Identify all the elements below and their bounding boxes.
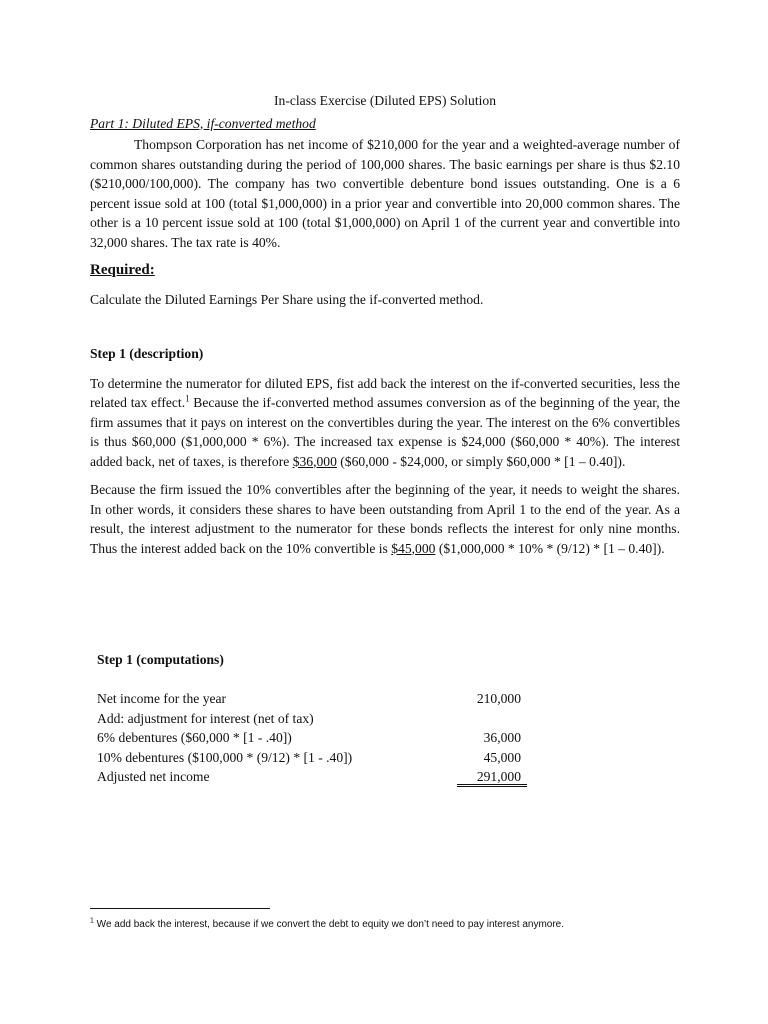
adjusted-net-income-amount: 291,000 [457,767,527,787]
computation-amount: 45,000 [483,749,521,765]
interest-6pct-highlight: $36,000 [292,453,337,469]
computation-amount: 210,000 [476,691,521,706]
part1-heading: Part 1: Diluted EPS, if-converted method [90,115,316,131]
step1-paragraph-2 [90,480,680,558]
required-text: Calculate the Diluted Earnings Per Share using the if-converted method. [90,291,484,307]
footnote-marker: 1 [90,917,94,925]
computation-label: Net income for the year [97,691,227,706]
footnote [90,915,564,935]
step1-paragraph-1 [90,374,680,472]
step1-p1-text-b: Because the if-converted method assumes conversion as of the beginning of the year, the firm assumes that it pays on interest on the convertibles during the year. The interest on the 6% convertibles is thus $60,000 ($1,000,000 * 6%). The increased tax expense is $24,000 ($60,000 * 40%). The interest added back, net of taxes, is therefore [90,395,680,469]
computation-label: Adjusted net income [97,769,210,784]
step1-p1-text-a: To determine the numerator for diluted EPS, fist add back the interest on the if-converted securities, less the related tax effect. [90,375,680,410]
footnote-divider [90,908,270,909]
interest-10pct-highlight: $45,000 [391,540,436,556]
document-body [90,91,680,567]
computations-table [97,689,527,787]
computation-amount: 36,000 [483,730,521,745]
computation-label: Add: adjustment for interest (net of tax) [97,710,314,726]
footnote-text: We add back the interest, because if we convert the debt to equity we don’t need to pay interest anymore. [93,919,564,930]
computation-amount [457,709,527,729]
step1-p2-text-a: Because the firm issued the 10% convertibles after the beginning of the year, it needs to weight the shares. In other words, it considers these shares to have been outstanding from April 1 to the end of the year. As a result, the interest adjustment to the numerator for these bonds reflects the interest for only nine months. Thus the interest added back on the 10% convertible is [90,482,680,556]
step1-computations-heading: Step 1 (computations) [97,652,224,667]
computation-label: 6% debentures ($60,000 * [1 - .40]) [97,730,292,745]
step1-p2-text-b: ($1,000,000 * 10% * (9/12) * [1 – 0.40]). [435,540,665,556]
computation-row [97,709,527,729]
intro-paragraph: Thompson Corporation has net income of $210,000 for the year and a weighted-average number of common shares outstanding during the period of 100,000 shares. The basic earnings per share is thus $2.10 ($210,000/100,000). The company has two convertible debenture bond issues outstanding. One is a 6 percent issue sold at 100 (total $1,000,000) in a prior year and convertible into 20,000 common shares. The other is a 10 percent issue sold at 100 (total $1,000,000) on April 1 of the current year and convertible into 32,000 shares. The tax rate is 40%. [90,137,680,250]
computation-row [97,728,527,748]
required-heading: Required: [90,262,155,278]
document-title: In-class Exercise (Diluted EPS) Solution [274,93,496,108]
footnote-ref: 1 [185,393,190,404]
step1-description-heading: Step 1 (description) [90,346,204,361]
computation-label: 10% debentures ($100,000 * (9/12) * [1 - .40]) [97,749,353,765]
computation-row [97,689,527,709]
computation-row [97,748,527,768]
step1-p1-text-c: ($60,000 - $24,000, or simply $60,000 * [1 – 0.40]). [336,453,626,469]
computation-total-row [97,767,527,787]
